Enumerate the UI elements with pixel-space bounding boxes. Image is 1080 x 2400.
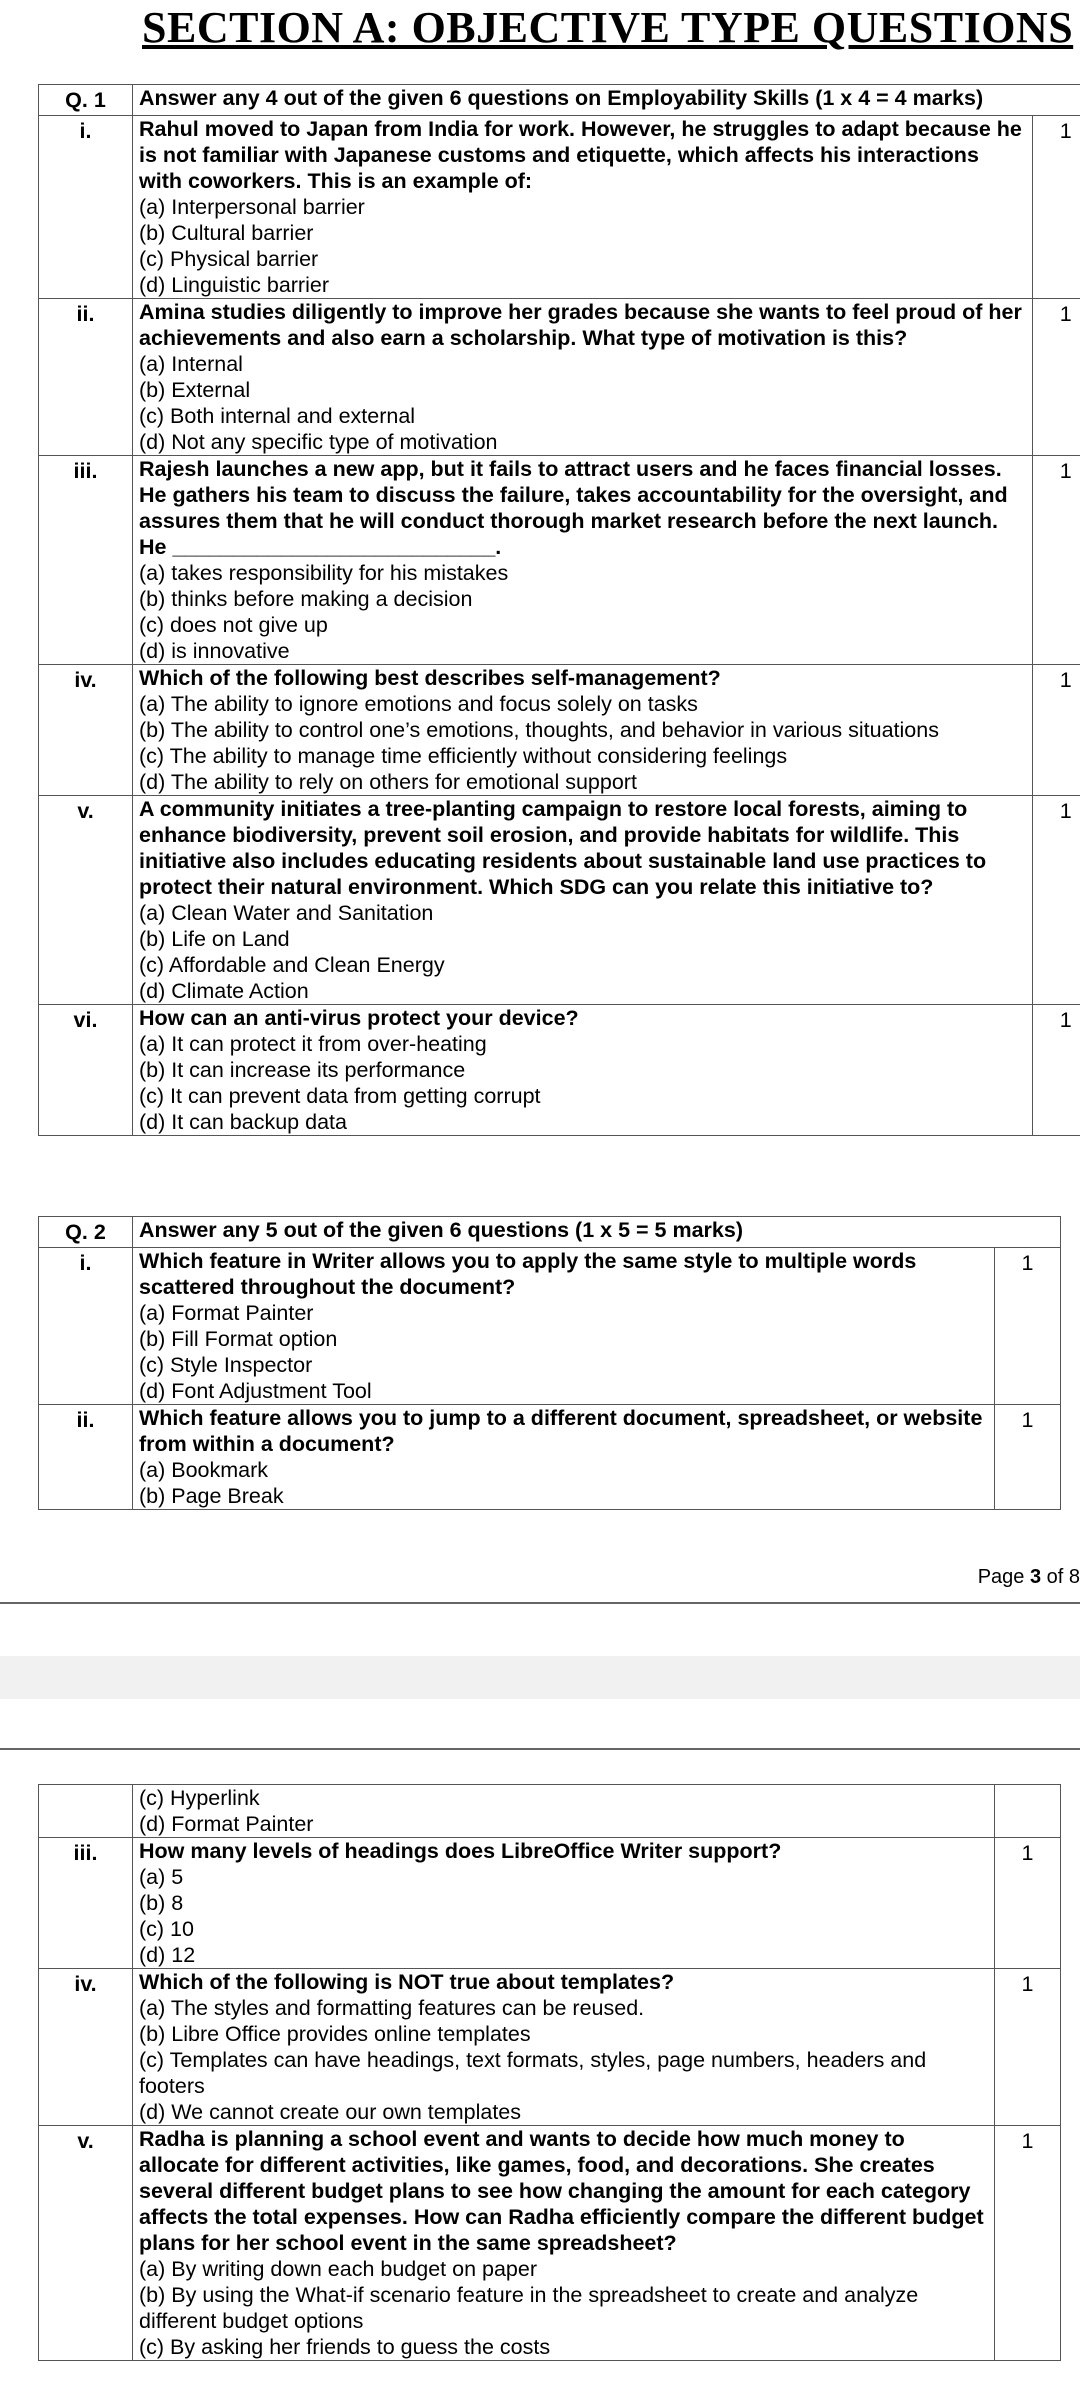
question-body (133, 1005, 1033, 1136)
question-row (39, 1248, 1061, 1405)
question-row (39, 1005, 1080, 1136)
question-text: Rahul moved to Japan from India for work. However, he struggles to adapt because he is not familiar with Japanese customs and etiquette, which affects his interactions with coworkers. This is an example of: (139, 117, 1022, 193)
answer-option: (d) Climate Action (139, 979, 309, 1003)
answer-option: (d) Font Adjustment Tool (139, 1379, 372, 1403)
answer-option: (a) Bookmark (139, 1458, 269, 1482)
answer-option: (d) The ability to rely on others for emotional support (139, 770, 637, 794)
question-text: A community initiates a tree-planting campaign to restore local forests, aiming to enhance biodiversity, prevent soil erosion, and provide habitats for wildlife. This initiative also includes educating residents about sustainable land use practices to protect their natural environment. Which SDG can you relate this initiative to? (139, 797, 987, 899)
question-text: Which feature in Writer allows you to apply the same style to multiple words scattered throughout the document? (139, 1249, 917, 1299)
answer-option: (b) It can increase its performance (139, 1058, 466, 1082)
answer-option: (c) The ability to manage time efficiently without considering feelings (139, 744, 788, 768)
question-number: iii. (39, 456, 133, 665)
question-row (39, 796, 1080, 1005)
answer-option: (d) 12 (139, 1943, 196, 1967)
question-number: v. (39, 2126, 133, 2361)
question-body (133, 796, 1033, 1005)
carry-marks-cell (995, 1785, 1061, 1838)
question-marks: 1 (995, 2126, 1061, 2361)
question-text: Which of the following best describes self-management? (139, 666, 721, 690)
answer-option: (c) Style Inspector (139, 1353, 313, 1377)
question-body (133, 456, 1033, 665)
answer-option: (c) By asking her friends to guess the costs (139, 2335, 551, 2359)
page-prefix: Page (977, 1566, 1030, 1588)
question-row (39, 456, 1080, 665)
q2-header-row (39, 1217, 1061, 1248)
section-title: SECTION A: OBJECTIVE TYPE QUESTIONS (142, 3, 1074, 52)
answer-option: (a) Clean Water and Sanitation (139, 901, 434, 925)
question-number: ii. (39, 1405, 133, 1510)
answer-option: (d) Format Painter (139, 1812, 314, 1836)
answer-option: (d) We cannot create our own templates (139, 2100, 522, 2124)
page-gap (0, 1656, 1080, 1699)
page-bottom-rule (0, 1602, 1080, 1604)
question-marks: 1 (1033, 1005, 1080, 1136)
question-body (133, 299, 1033, 456)
question-body (133, 1405, 995, 1510)
answer-option: (c) Both internal and external (139, 404, 416, 428)
question-row (39, 2126, 1061, 2361)
question-marks: 1 (995, 1969, 1061, 2126)
q2-number: Q. 2 (39, 1217, 133, 1248)
q2-continued-table (38, 1784, 1061, 2361)
question-number: i. (39, 1248, 133, 1405)
answer-option: (d) is innovative (139, 639, 290, 663)
question-body (133, 665, 1033, 796)
answer-option: (a) The ability to ignore emotions and focus solely on tasks (139, 692, 698, 716)
question-marks: 1 (1033, 456, 1080, 665)
answer-option: (c) Affordable and Clean Energy (139, 953, 445, 977)
q1-table (38, 84, 1080, 1136)
answer-option: (b) Fill Format option (139, 1327, 338, 1351)
question-text: Radha is planning a school event and wants to decide how much money to allocate for different activities, like games, food, and decorations. She creates several different budget plans to see how changing the amount for each category affects the total expenses. How can Radha efficiently compare the different budget plans for her school event in the same spreadsheet? (139, 2127, 984, 2255)
question-body (133, 1969, 995, 2126)
question-marks: 1 (1033, 116, 1080, 299)
answer-option: (b) 8 (139, 1891, 184, 1915)
answer-option: (c) 10 (139, 1917, 194, 1941)
answer-option: (a) By writing down each budget on paper (139, 2257, 537, 2281)
page-suffix: of 8 (1041, 1566, 1080, 1588)
answer-option: (a) Internal (139, 352, 243, 376)
answer-option: (a) It can protect it from over-heating (139, 1032, 487, 1056)
q1-instruction: Answer any 4 out of the given 6 questions on Employability Skills (1 x 4 = 4 marks) (133, 85, 1080, 116)
carry-number-cell (39, 1785, 133, 1838)
question-text: Rajesh launches a new app, but it fails to attract users and he faces financial losses. He gathers his team to discuss the failure, takes accountability for the oversight, and assures them that he will conduct thorough market research before the next launch. He ___________________________. (139, 457, 1008, 559)
question-number: v. (39, 796, 133, 1005)
q2-table (38, 1216, 1061, 1510)
answer-option: (b) Libre Office provides online templates (139, 2022, 531, 2046)
q1-number: Q. 1 (39, 85, 133, 116)
q2-instruction: Answer any 5 out of the given 6 questions (1 x 5 = 5 marks) (133, 1217, 1061, 1248)
question-row (39, 116, 1080, 299)
answer-option: (a) Format Painter (139, 1301, 314, 1325)
page-top-rule (0, 1748, 1080, 1750)
question-marks: 1 (995, 1248, 1061, 1405)
answer-option: (c) It can prevent data from getting corrupt (139, 1084, 541, 1108)
answer-option: (b) External (139, 378, 251, 402)
answer-option: (a) 5 (139, 1865, 184, 1889)
question-row (39, 1405, 1061, 1510)
question-number: ii. (39, 299, 133, 456)
question-text: How many levels of headings does LibreOffice Writer support? (139, 1839, 782, 1863)
question-number: iv. (39, 1969, 133, 2126)
question-text: Which feature allows you to jump to a different document, spreadsheet, or website from within a document? (139, 1406, 983, 1456)
question-number: iii. (39, 1838, 133, 1969)
question-text: Amina studies diligently to improve her grades because she wants to feel proud of her achievements and also earn a scholarship. What type of motivation is this? (139, 300, 1022, 350)
question-body (133, 1838, 995, 1969)
answer-option: (b) Life on Land (139, 927, 290, 951)
answer-option: (b) By using the What-if scenario feature in the spreadsheet to create and analyze different budget options (139, 2283, 919, 2333)
question-row (39, 1969, 1061, 2126)
question-marks: 1 (995, 1405, 1061, 1510)
question-row (39, 299, 1080, 456)
answer-option: (b) Page Break (139, 1484, 284, 1508)
page-current: 3 (1029, 1566, 1042, 1588)
question-marks: 1 (1033, 796, 1080, 1005)
question-row (39, 1838, 1061, 1969)
answer-option: (a) takes responsibility for his mistakes (139, 561, 509, 585)
answer-option: (a) The styles and formatting features can be reused. (139, 1996, 645, 2020)
q1-header-row (39, 85, 1080, 116)
answer-option: (b) The ability to control one’s emotions, thoughts, and behavior in various situations (139, 718, 939, 742)
question-marks: 1 (1033, 665, 1080, 796)
page-number (978, 1566, 1080, 1589)
answer-option: (d) Linguistic barrier (139, 273, 329, 297)
question-text: How can an anti-virus protect your device? (139, 1006, 579, 1030)
carry-row (39, 1785, 1061, 1838)
question-row (39, 665, 1080, 796)
answer-option: (b) thinks before making a decision (139, 587, 473, 611)
question-number: vi. (39, 1005, 133, 1136)
question-body (133, 116, 1033, 299)
answer-option: (b) Cultural barrier (139, 221, 314, 245)
question-marks: 1 (995, 1838, 1061, 1969)
question-marks: 1 (1033, 299, 1080, 456)
answer-option: (a) Interpersonal barrier (139, 195, 365, 219)
question-body (133, 1248, 995, 1405)
answer-option: (c) does not give up (139, 613, 328, 637)
answer-option: (d) Not any specific type of motivation (139, 430, 498, 454)
question-number: iv. (39, 665, 133, 796)
answer-option: (d) It can backup data (139, 1110, 347, 1134)
answer-option: (c) Hyperlink (139, 1786, 260, 1810)
question-text: Which of the following is NOT true about templates? (139, 1970, 675, 1994)
carry-options (133, 1785, 995, 1838)
question-body (133, 2126, 995, 2361)
answer-option: (c) Templates can have headings, text formats, styles, page numbers, headers and footers (139, 2048, 927, 2098)
answer-option: (c) Physical barrier (139, 247, 319, 271)
question-number: i. (39, 116, 133, 299)
